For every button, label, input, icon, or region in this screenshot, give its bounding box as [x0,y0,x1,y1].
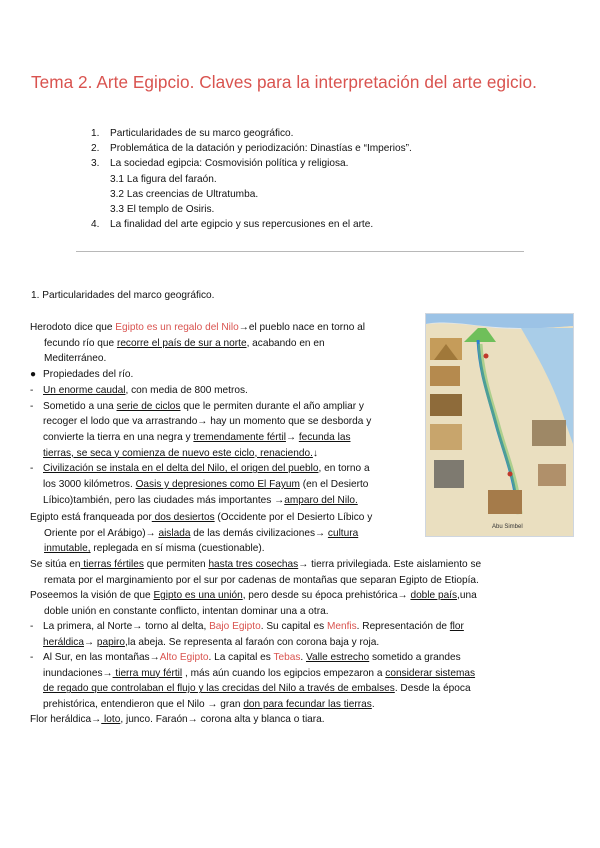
egypt-map-image [425,313,574,537]
outline-item: 2. Problemática de la datación y periodización: Dinastías e “Imperios”. [91,143,412,155]
ciclos-item: - Sometido a una serie de ciclos que le permiten durante el año ampliar y recoger el lodo que va arrastrando→ hay un momento que se desborda y convierte la tierra en una negra y tremendamente fértil→ fecunda las tierras, se seca y comienza de nuevo este ciclo, renaciendo.↓ [30,400,372,459]
outline-item: 4. La finalidad del arte egipcio y sus repercusiones en el arte. [91,219,374,231]
egypt-map-icon [426,314,573,536]
outline-item: 3. La sociedad egipcia: Cosmovisión política y religiosa. [91,158,349,170]
bajo-egipto-item: - La primera, al Norte→ torno al delta, Bajo Egipto. Su capital es Menfis. Representación de flor heráldica→ papiro,la abeja. Se representa al faraón con corona baja y roja. [30,621,464,648]
tierras-paragraph: Se sitúa en tierras fértiles que permiten hasta tres cosechas→ tierra privilegiada. Este aislamiento se remata por el marginamiento por el sur por cadenas de montañas que separan Egipto de Etiopía. [30,559,482,586]
outline-subitem: 3.2 Las creencias de Ultratumba. [110,188,259,200]
delta-item: - Civilización se instala en el delta del Nilo, el origen del pueblo, en torno a los 3000 kilómetros. Oasis y depresiones como El Fayum (en el Desierto Líbico)también, pero las ciudades más importantes →amparo del Nilo. [30,463,370,506]
flor-heraldica-line: Flor heráldica→ loto, junco. Faraón→ corona alta y blanca o tiara. [30,714,325,725]
alto-egipto-item: - Al Sur, en las montañas→Alto Egipto. La capital es Tebas. Valle estrecho sometido a grandes inundaciones→ tierra muy fértil , más aún cuando los egipcios empezaron a considerar sistemas de regado que controlaban el flujo y las crecidas del Nilo a través de embalses. Desde la época prehistórica, entendieron que el Nilo → gran don para fecundar las tierras. [30,652,476,711]
map-caption: Abu Simbel [492,524,523,530]
desiertos-paragraph: Egipto está franqueada por dos desiertos (Occidente por el Desierto Líbico y Oriente por el Arábigo)→ aislada de las demás civilizaciones→ cultura inmutable, replegada en sí misma (cuestionable). [30,512,373,555]
river-properties-bullet: ● Propiedades del río. [30,369,134,381]
section-divider [76,251,524,252]
outline-subitem: 3.1 La figura del faraón. [110,173,217,185]
caudal-item: - Un enorme caudal, con media de 800 metros. [30,384,248,396]
intro-block [30,320,410,508]
outline-item: 1. Particularidades de su marco geográfico. [91,128,294,139]
section-heading: 1. Particularidades del marco geográfico. [31,290,215,301]
outline-subitem: 3.3 El templo de Osiris. [110,204,215,216]
herodoto-paragraph: Herodoto dice que Egipto es un regalo del Nilo→el pueblo nace en torno al fecundo río que recorre el país de sur a norte, acabando en en Mediterráneo. [30,322,366,365]
document-title: Tema 2. Arte Egipcio. Claves para la interpretación del arte egicio. [31,72,537,92]
outline-list [88,126,412,232]
union-paragraph: Poseemos la visión de que Egipto es una unión, pero desde su época prehistórica→ doble país,una doble unión en constante conflicto, intentan dominar una a otra. [30,590,477,617]
